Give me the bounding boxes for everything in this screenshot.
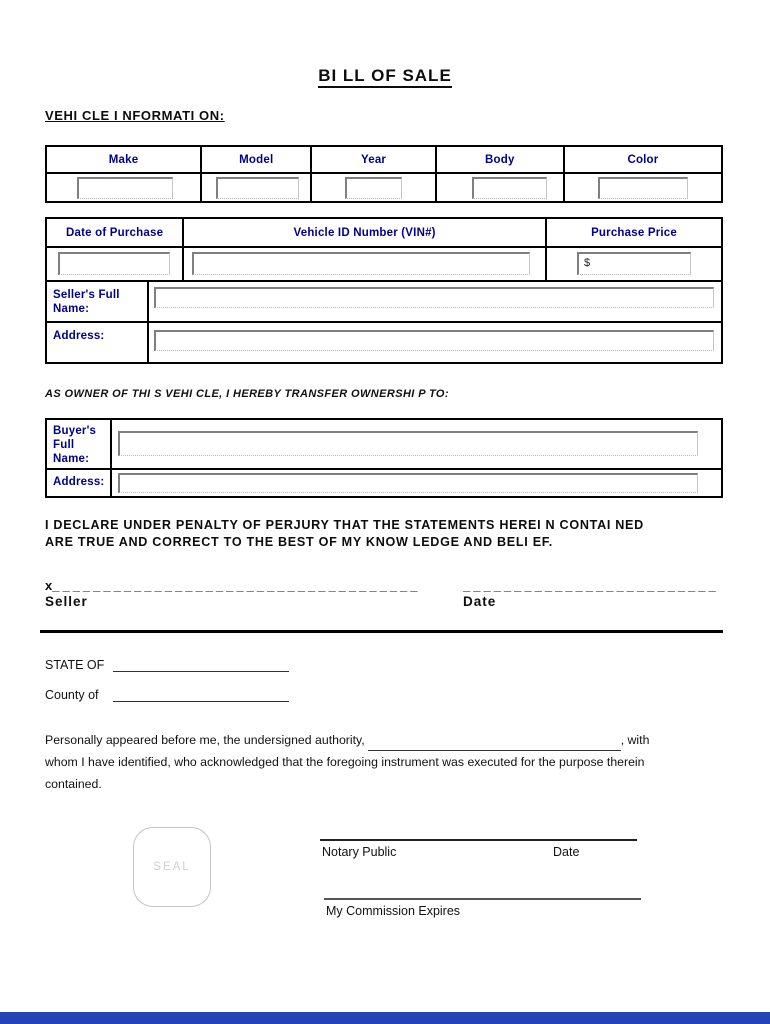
notary-paragraph <box>45 729 737 795</box>
purchase-table <box>45 217 723 364</box>
color-header: Color <box>627 153 659 166</box>
date-of-purchase-input[interactable] <box>58 252 170 275</box>
commission-rule[interactable] <box>324 898 641 900</box>
declaration-line1: I DECLARE UNDER PENALTY OF PERJURY THAT THE STATEMENTS HEREI N CONTAI NED <box>45 518 644 532</box>
state-of-label: STATE OF <box>45 658 105 672</box>
vehicle-information-heading: VEHI CLE I NFORMATI ON: <box>45 108 225 123</box>
notary-signature-rule[interactable] <box>320 839 637 841</box>
body-input[interactable] <box>472 177 547 199</box>
transfer-ownership-heading: AS OWNER OF THI S VEHI CLE, I HEREBY TRANSFER OWNERSHI P TO: <box>45 388 449 400</box>
buyer-name-input[interactable] <box>118 431 698 456</box>
date-signature-line[interactable] <box>463 578 719 593</box>
buyer-name-label: Buyer's Full Name: <box>47 420 112 468</box>
state-blank-line[interactable] <box>113 658 289 672</box>
model-header: Model <box>202 147 312 172</box>
purchase-price-header: Purchase Price <box>591 226 677 239</box>
buyer-address-row <box>47 470 721 496</box>
year-header: Year <box>312 147 436 172</box>
purchase-header-row <box>47 219 721 248</box>
buyer-table <box>45 418 723 498</box>
purchase-price-input[interactable] <box>577 252 691 275</box>
seller-name-input[interactable] <box>154 287 714 308</box>
notary-public-label: Notary Public <box>322 845 397 859</box>
make-header: Make <box>47 147 202 172</box>
seller-address-row <box>47 323 721 364</box>
vehicle-table <box>45 145 723 203</box>
perjury-declaration <box>45 517 735 551</box>
authority-blank-line[interactable] <box>368 737 621 751</box>
seller-name-label: Seller's Full Name: <box>47 282 149 321</box>
commission-expires-label: My Commission Expires <box>326 904 461 918</box>
declaration-line2: ARE TRUE AND CORRECT TO THE BEST OF MY KNOW LEDGE AND BELI EF. <box>45 535 553 549</box>
buyer-address-input[interactable] <box>118 473 698 493</box>
buyer-name-row <box>47 420 721 470</box>
color-input[interactable] <box>598 177 688 199</box>
vin-input[interactable] <box>192 252 530 275</box>
date-of-purchase-header: Date of Purchase <box>47 219 184 246</box>
section-divider <box>40 630 723 633</box>
seller-name-row <box>47 282 721 323</box>
vin-header: Vehicle ID Number (VIN#) <box>184 219 547 246</box>
county-of-label: County of <box>45 688 99 702</box>
year-input[interactable] <box>345 177 402 199</box>
notary-line1-suffix: , with <box>620 733 650 747</box>
seller-label: Seller <box>45 594 88 609</box>
buyer-address-label: Address: <box>47 470 112 496</box>
page-title: BI LL OF SALE <box>0 66 770 86</box>
date-label: Date <box>463 594 497 609</box>
purchase-input-row <box>47 248 721 282</box>
seal-label: SEAL <box>153 861 191 873</box>
make-input[interactable] <box>77 177 173 199</box>
notary-line1-text: Personally appeared before me, the undersigned authority, <box>45 733 365 747</box>
model-input[interactable] <box>216 177 299 199</box>
x-mark: x <box>45 578 53 593</box>
seller-address-label: Address: <box>47 323 149 364</box>
state-of-row <box>45 658 289 672</box>
body-header: Body <box>437 147 565 172</box>
seller-signature-line[interactable] <box>45 578 421 593</box>
seller-signature-underscores: ____________________________________ <box>52 578 421 593</box>
notary-paragraph-line1 <box>45 729 737 751</box>
county-of-row <box>45 688 289 702</box>
county-blank-line[interactable] <box>113 688 289 702</box>
date-signature-underscores: _________________________ <box>463 578 719 593</box>
notary-paragraph-line3: contained. <box>45 777 102 791</box>
vehicle-table-header-row <box>47 147 721 174</box>
currency-prefix: $ <box>584 257 591 269</box>
notary-seal-box <box>133 827 211 907</box>
notary-paragraph-line2: whom I have identified, who acknowledged that the foregoing instrument was executed for the purpose therein <box>45 755 645 769</box>
footer-bar <box>0 1012 770 1024</box>
vehicle-table-input-row <box>47 174 721 201</box>
seller-address-input[interactable] <box>154 330 714 351</box>
notary-date-label: Date <box>553 845 580 859</box>
